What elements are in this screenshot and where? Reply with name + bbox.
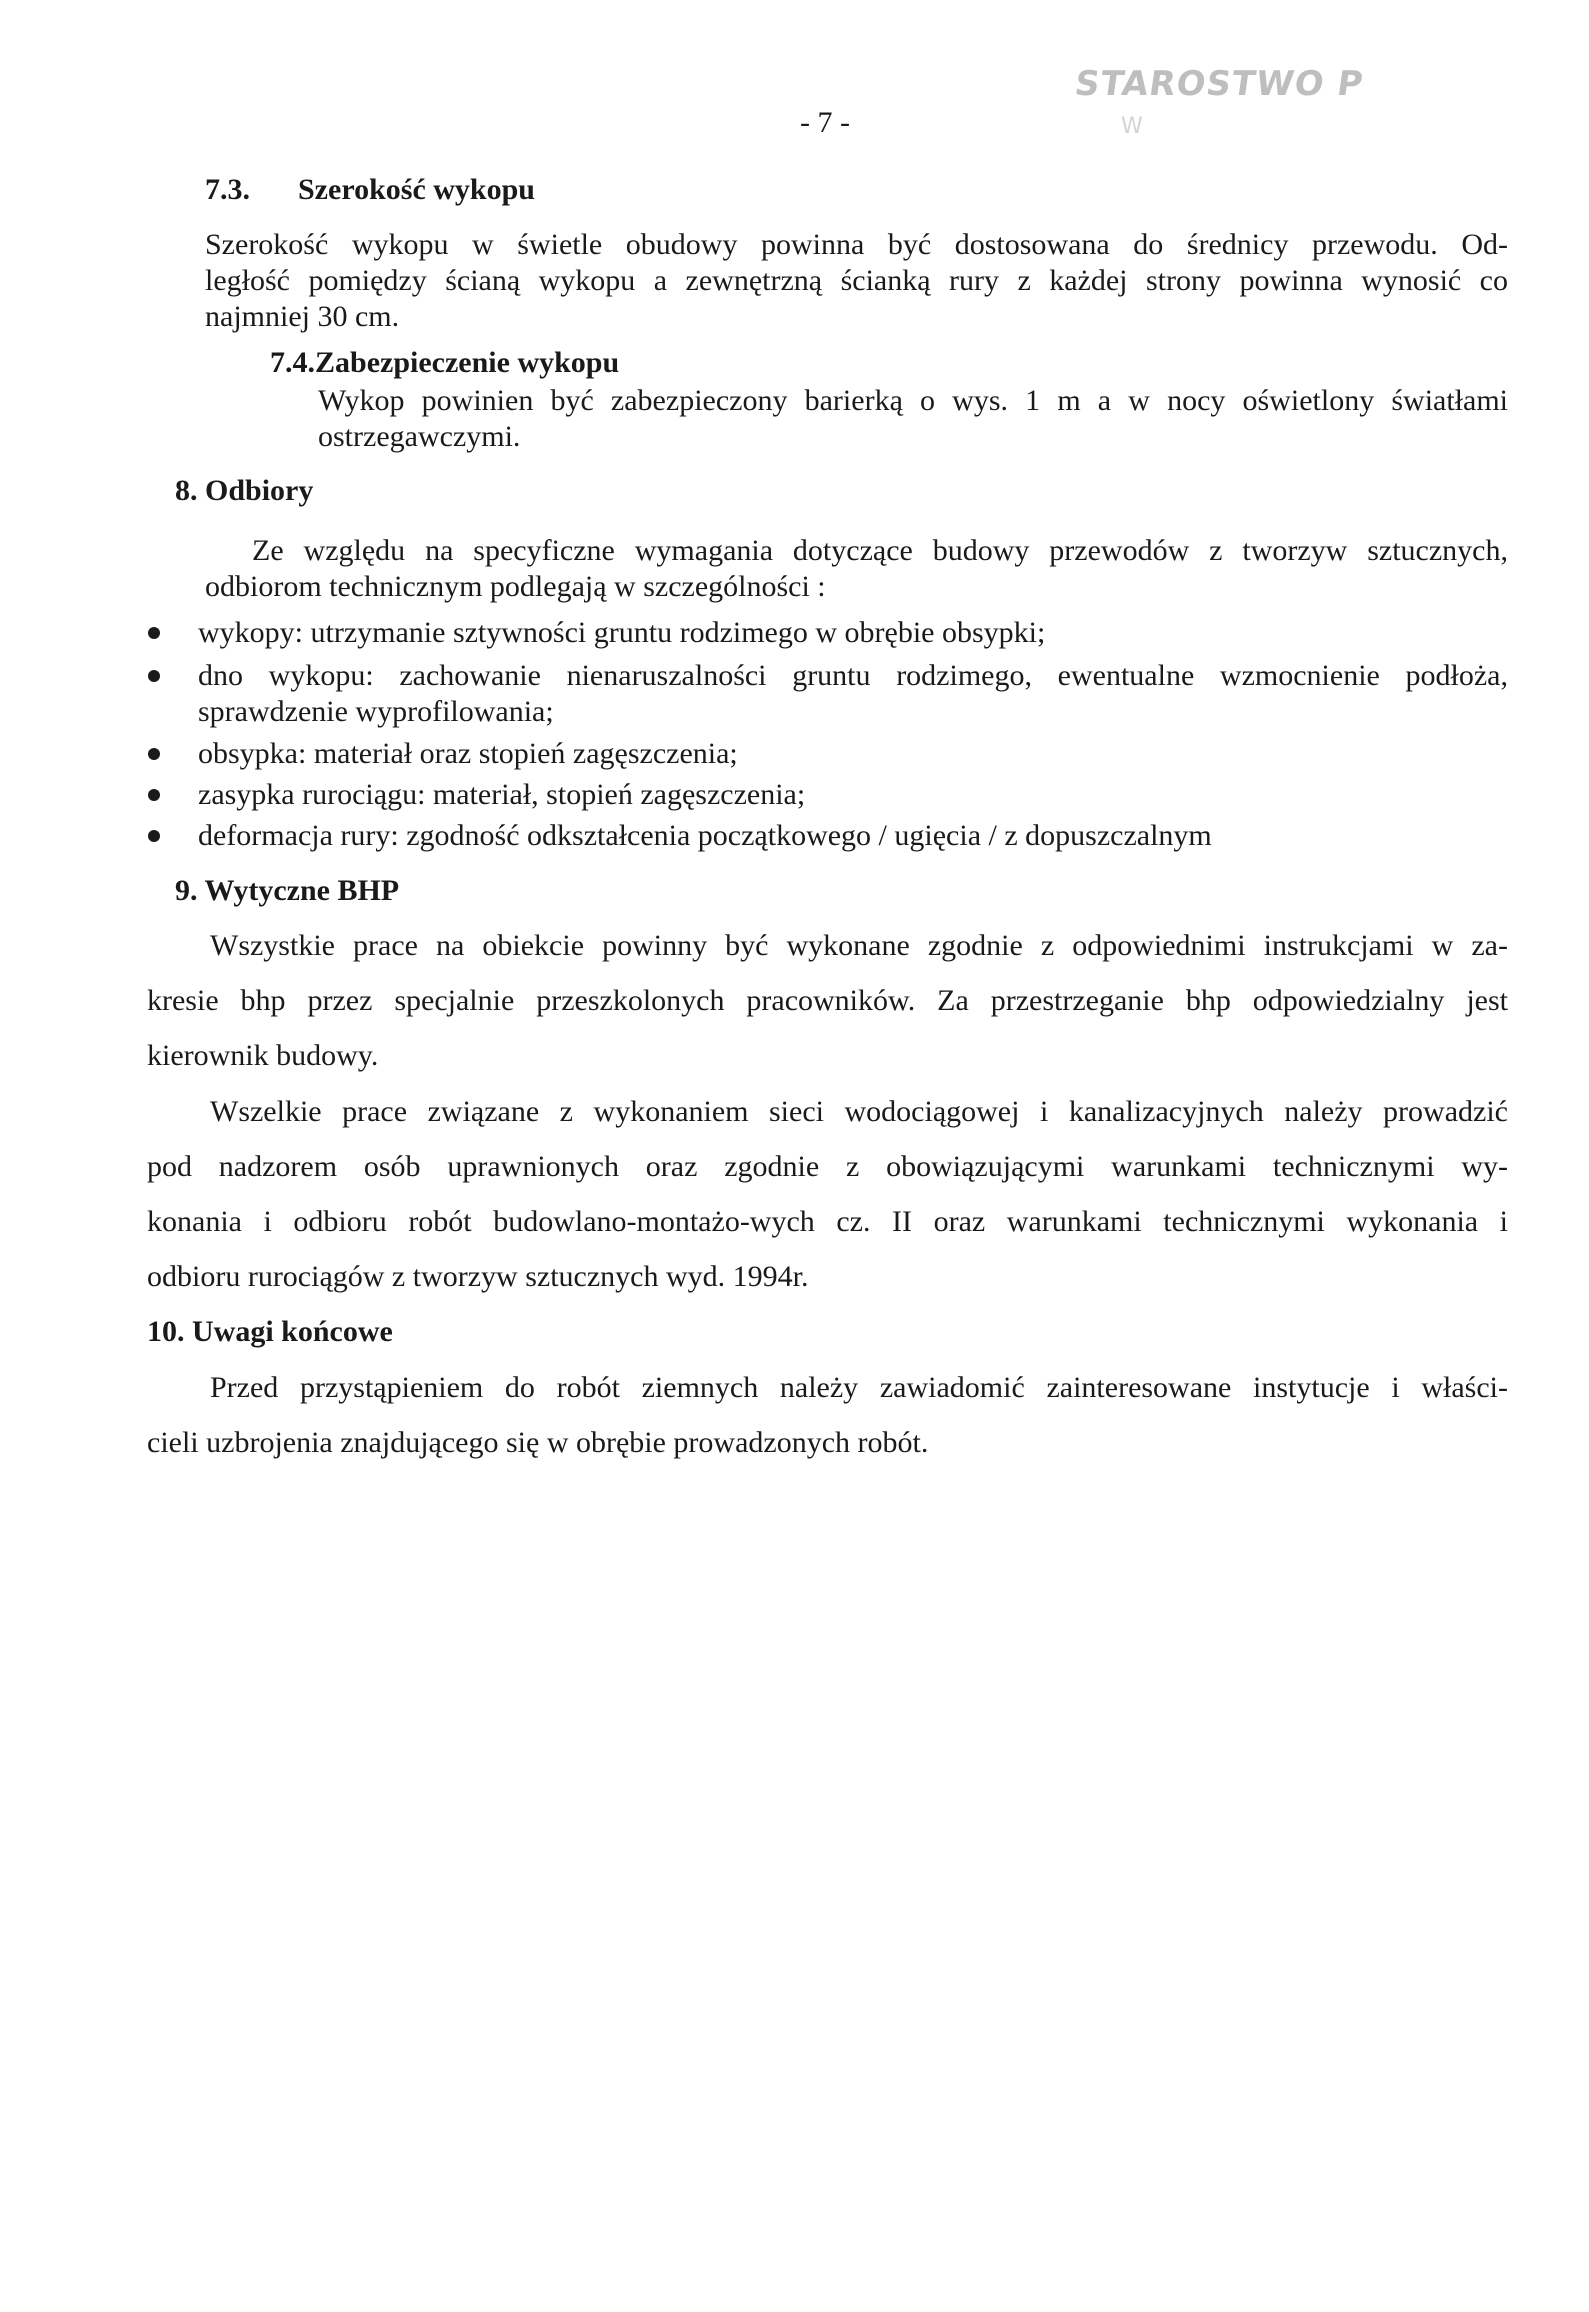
section-7-3-title: Szerokość wykopu	[298, 173, 535, 206]
section-8-bullet-3: obsypka: materiał oraz stopień zagęszczenia;	[198, 737, 738, 770]
section-9-para-2-line-3: konania i odbioru robót budowlano-montażo-wych cz. II oraz warunkami technicznymi wykonania i	[147, 1205, 1508, 1238]
stamp-text-line1: STAROSTWO P	[1072, 64, 1367, 104]
section-10-line-1: Przed przystąpieniem do robót ziemnych należy zawiadomić zainteresowane instytucje i właści-	[210, 1371, 1508, 1404]
section-9-para-2-line-1: Wszelkie prace związane z wykonaniem sieci wodociągowej i kanalizacyjnych należy prowadzić	[210, 1095, 1508, 1128]
section-8-bullet-4: zasypka rurociągu: materiał, stopień zagęszczenia;	[198, 778, 806, 811]
section-9-para-2-line-2: pod nadzorem osób uprawnionych oraz zgodnie z obowiązującymi warunkami technicznymi wy-	[147, 1150, 1508, 1183]
bullet-dot	[148, 627, 160, 639]
section-9-para-1-line-2: kresie bhp przez specjalnie przeszkolonych pracowników. Za przestrzeganie bhp odpowiedzialny jest	[147, 984, 1508, 1017]
bullet-dot	[148, 789, 160, 801]
section-9-para-2-line-4: odbioru rurociągów z tworzyw sztucznych wyd. 1994r.	[147, 1260, 809, 1293]
page-number: - 7 -	[800, 106, 850, 139]
section-7-3-line-1: Szerokość wykopu w świetle obudowy powinna być dostosowana do średnicy przewodu. Od-	[205, 228, 1508, 261]
section-10-heading: 10. Uwagi końcowe	[147, 1315, 393, 1348]
stamp-text-line2: W	[1121, 114, 1143, 139]
official-stamp	[1072, 64, 1375, 184]
bullet-dot	[148, 830, 160, 842]
section-7-3-line-3: najmniej 30 cm.	[205, 300, 400, 333]
bullet-dot	[148, 670, 160, 682]
section-7-4-heading: 7.4.Zabezpieczenie wykopu	[270, 346, 620, 379]
section-7-3-number: 7.3.	[205, 173, 250, 206]
section-9-heading: 9. Wytyczne BHP	[175, 874, 400, 907]
section-8-intro-line-1: Ze względu na specyficzne wymagania dotyczące budowy przewodów z tworzyw sztucznych,	[252, 534, 1508, 567]
section-10-line-2: cieli uzbrojenia znajdującego się w obrębie prowadzonych robót.	[147, 1426, 929, 1459]
section-8-bullet-2-line-1: dno wykopu: zachowanie nienaruszalności gruntu rodzimego, ewentualne wzmocnienie podłoża,	[198, 659, 1508, 692]
section-7-4-line-1: Wykop powinien być zabezpieczony barierką o wys. 1 m a w nocy oświetlony światłami	[318, 384, 1508, 417]
section-8-bullet-1: wykopy: utrzymanie sztywności gruntu rodzimego w obrębie obsypki;	[198, 616, 1046, 649]
section-8-intro-line-2: odbiorom technicznym podlegają w szczególności :	[205, 570, 826, 603]
section-8-bullet-5: deformacja rury: zgodność odkształcenia początkowego / ugięcia / z dopuszczalnym	[198, 819, 1212, 852]
bullet-dot	[148, 748, 160, 760]
section-7-3-line-2: ległość pomiędzy ścianą wykopu a zewnętrzną ścianką rury z każdej strony powinna wynosić co	[205, 264, 1508, 297]
section-9-para-1-line-3: kierownik budowy.	[147, 1039, 379, 1072]
section-9-para-1-line-1: Wszystkie prace na obiekcie powinny być wykonane zgodnie z odpowiednimi instrukcjami w za-	[210, 929, 1508, 962]
section-8-bullet-2-line-2: sprawdzenie wyprofilowania;	[198, 695, 554, 728]
section-7-4-line-2: ostrzegawczymi.	[318, 420, 521, 453]
section-8-heading: 8. Odbiory	[175, 474, 314, 507]
